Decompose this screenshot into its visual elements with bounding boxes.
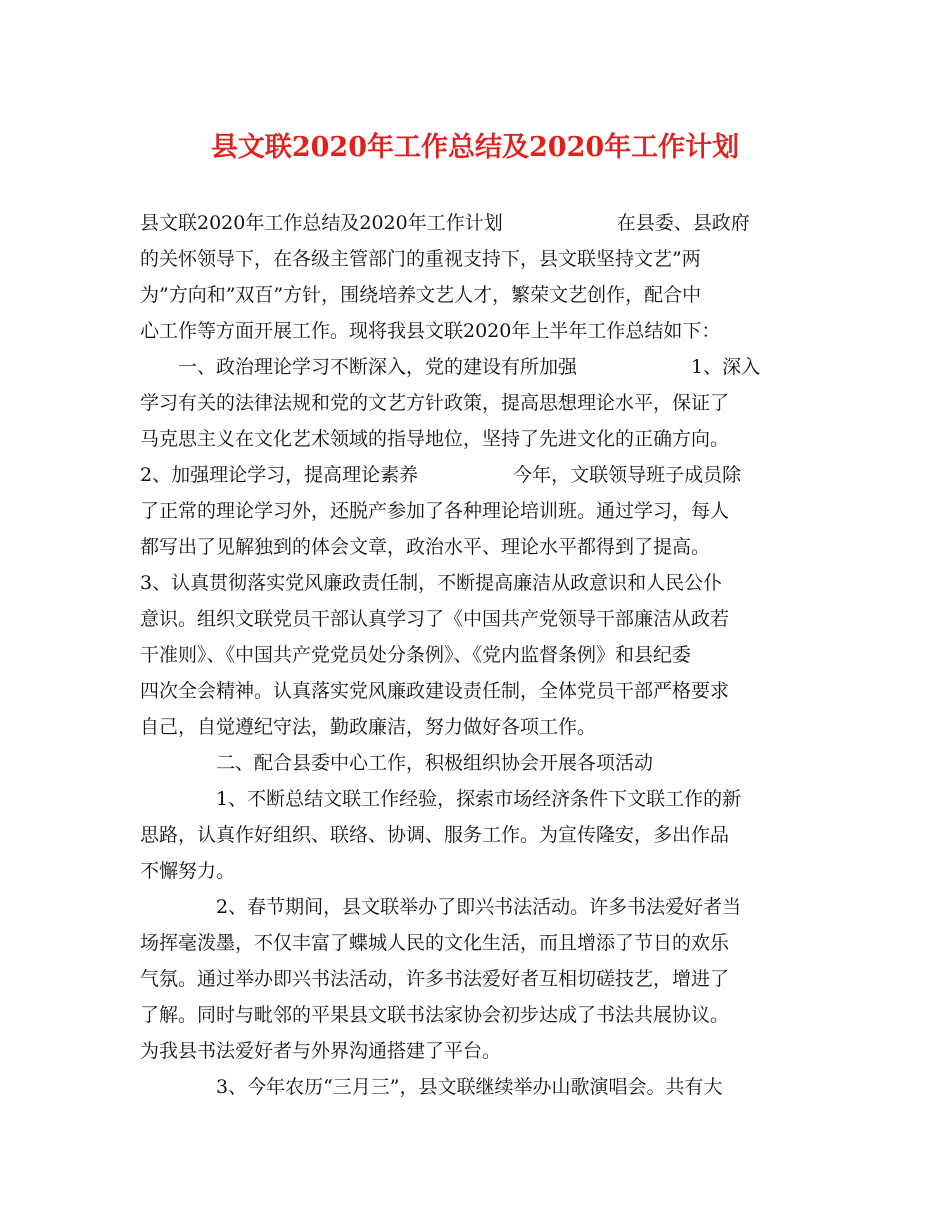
body-line: 为”方向和”双百”方针，围绕培养文艺人才，繁荣文艺创作，配合中 xyxy=(140,284,702,306)
body-line: 干准则》、《中国共产党党员处分条例》、《党内监督条例》和县纪委 xyxy=(140,644,692,666)
section-heading: 二、配合县委中心工作，积极组织协会开展各项活动 xyxy=(140,752,654,774)
document-title: 县文联2020年工作总结及2020年工作计划 xyxy=(210,132,740,163)
body-line: 县文联2020年工作总结及2020年工作计划 在县委、县政府 xyxy=(140,212,750,234)
body-line: 意识。组织文联党员干部认真学习了《中国共产党领导干部廉洁从政若 xyxy=(140,608,730,630)
body-line: 2、春节期间，县文联举办了即兴书法活动。许多书法爱好者当 xyxy=(140,896,742,918)
body-line: 为我县书法爱好者与外界沟通搭建了平台。 xyxy=(140,1040,502,1062)
body-line: 学习有关的法律法规和党的文艺方针政策，提高思想理论水平，保证了 xyxy=(140,392,730,414)
body-line: 3、认真贯彻落实党风廉政责任制，不断提高廉洁从政意识和人民公仆 xyxy=(140,572,723,594)
body-line: 2、加强理论学习，提高理论素养 今年，文联领导班子成员除 xyxy=(140,464,742,486)
body-line: 思路，认真作好组织、联络、协调、服务工作。为宣传隆安，多出作品 xyxy=(140,824,730,846)
body-line: 自己，自觉遵纪守法，勤政廉洁，努力做好各项工作。 xyxy=(140,716,597,738)
body-line: 3、今年农历“三月三”，县文联继续举办山歌演唱会。共有大 xyxy=(140,1076,723,1098)
body-line: 马克思主义在文化艺术领域的指导地位，坚持了先进文化的正确方向。 xyxy=(140,428,730,450)
body-line: 不懈努力。 xyxy=(140,860,236,882)
body-line: 1、不断总结文联工作经验，探索市场经济条件下文联工作的新 xyxy=(140,788,742,810)
body-line: 的关怀领导下，在各级主管部门的重视支持下，县文联坚持文艺”两 xyxy=(140,248,701,270)
body-line: 都写出了见解独到的体会文章，政治水平、理论水平都得到了提高。 xyxy=(140,536,711,558)
body-line: 场挥毫泼墨，不仅丰富了蝶城人民的文化生活，而且增添了节日的欢乐 xyxy=(140,932,730,954)
body-line: 一、政治理论学习不断深入，党的建设有所加强 1、深入 xyxy=(140,356,761,378)
body-line: 气氛。通过举办即兴书法活动，许多书法爱好者互相切磋技艺，增进了 xyxy=(140,968,730,990)
body-line: 心工作等方面开展工作。现将我县文联2020年上半年工作总结如下： xyxy=(140,320,721,342)
body-line: 了正常的理论学习外，还脱产参加了各种理论培训班。通过学习，每人 xyxy=(140,500,730,522)
body-line: 四次全会精神。认真落实党风廉政建设责任制，全体党员干部严格要求 xyxy=(140,680,730,702)
body-line: 了解。同时与毗邻的平果县文联书法家协会初步达成了书法共展协议。 xyxy=(140,1004,730,1026)
